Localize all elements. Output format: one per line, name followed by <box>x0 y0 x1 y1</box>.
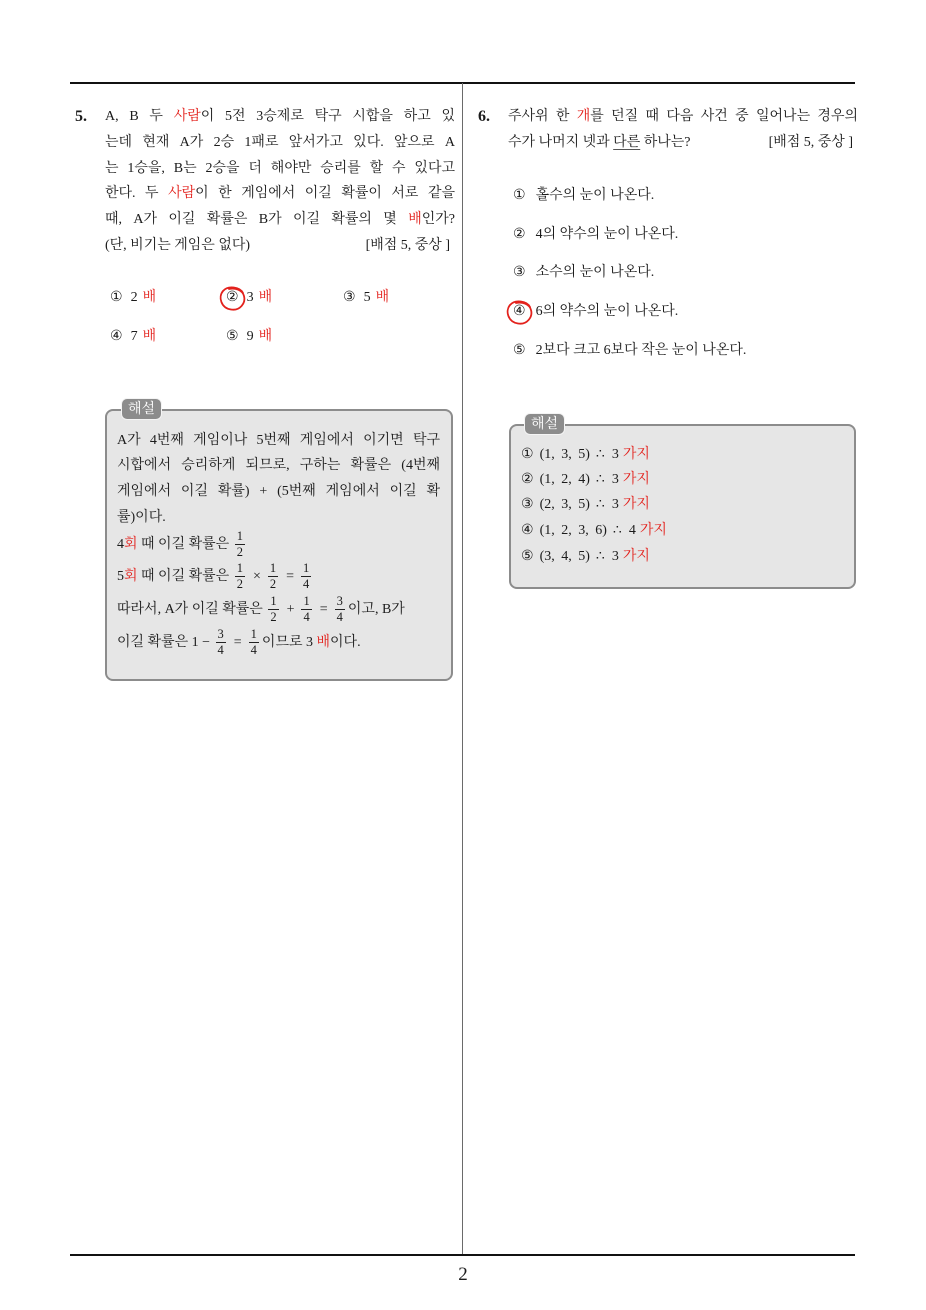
question-6-line-1 <box>508 105 858 129</box>
solution-text: 때 이길 확률은 <box>137 537 233 552</box>
fraction <box>301 595 311 624</box>
choice-unit: 배 <box>142 329 157 344</box>
choice-value: 5 <box>363 290 371 305</box>
denominator: 4 <box>250 643 257 658</box>
denominator: 2 <box>269 577 277 592</box>
choice-number: ② <box>513 227 526 242</box>
outcome-count: 3 <box>611 497 619 512</box>
choice-1 <box>513 184 654 208</box>
numerator: 1 <box>250 627 257 642</box>
numerator: 1 <box>270 594 277 609</box>
choice-3 <box>513 261 654 285</box>
solution-text: 이다. <box>330 635 361 650</box>
denominator: 2 <box>236 545 243 560</box>
therefore-symbol: ∴ <box>595 472 605 487</box>
solution-5-line-8 <box>117 627 361 659</box>
numerator: 3 <box>217 627 224 642</box>
question-6-line-2 <box>508 131 853 155</box>
choice-unit: 배 <box>375 290 390 305</box>
count-unit: 가지 <box>622 549 650 564</box>
solution-5-line-5 <box>117 529 248 561</box>
solution-6-item-4 <box>521 519 667 543</box>
outcome-set: (3, 4, 5) <box>539 549 590 564</box>
equals-operator: = <box>286 569 294 584</box>
count-unit: 가지 <box>622 497 650 512</box>
choice-number: ⑤ <box>513 343 526 358</box>
choice-number: ③ <box>343 290 356 305</box>
choice-text: 4의 약수의 눈이 나온다. <box>535 227 679 242</box>
denominator: 2 <box>270 610 277 625</box>
outcome-set: (2, 3, 5) <box>539 497 590 512</box>
numerator: 3 <box>336 594 343 609</box>
numerator: 1 <box>303 561 310 576</box>
choice-text: 2보다 크고 6보다 작은 눈이 나온다. <box>535 343 747 358</box>
question-text: A, B 두 <box>105 109 174 124</box>
choice-number: ① <box>110 290 123 305</box>
solution-5-line-3: 게임에서 이길 확률) + (5번째 게임에서 이길 확 <box>117 484 440 499</box>
choice-value: 3 <box>246 290 254 305</box>
solution-5-line-1: A가 4번째 게임이나 5번째 게임에서 이기면 탁구 <box>117 433 440 448</box>
choice-number: ④ <box>513 304 526 319</box>
outcome-set: (1, 2, 3, 6) <box>539 523 607 538</box>
therefore-symbol: ∴ <box>595 447 605 462</box>
choice-4 <box>110 325 156 349</box>
fraction <box>235 530 245 559</box>
choice-number: ④ <box>110 329 123 344</box>
item-number: ③ <box>521 497 534 512</box>
highlighted-word: 배 <box>408 212 422 227</box>
choice-number: ① <box>513 188 526 203</box>
equals-operator: = <box>319 602 328 617</box>
question-6-number: 6. <box>478 108 490 125</box>
solution-text: 이고, B가 <box>347 602 405 617</box>
solution-5-line-6 <box>117 561 314 593</box>
item-number: ⑤ <box>521 549 534 564</box>
choice-5 <box>513 339 746 363</box>
answer-unit: 배 <box>316 635 331 650</box>
outcome-set: (1, 3, 5) <box>539 447 590 462</box>
highlighted-word: 사람 <box>168 186 196 201</box>
outcome-set: (1, 2, 4) <box>539 472 590 487</box>
choice-1 <box>110 286 156 310</box>
question-text: 하나는? <box>640 135 691 150</box>
choice-unit: 배 <box>258 329 273 344</box>
therefore-symbol: ∴ <box>595 497 605 512</box>
numerator: 1 <box>236 561 243 576</box>
round-unit: 회 <box>124 537 138 552</box>
outcome-count: 4 <box>628 523 636 538</box>
question-5-line-6 <box>105 234 450 258</box>
solution-6-item-5 <box>521 545 650 569</box>
choice-unit: 배 <box>258 290 273 305</box>
fraction <box>249 628 259 657</box>
solution-6-item-2 <box>521 468 650 492</box>
item-number: ② <box>521 472 534 487</box>
question-5-line-4 <box>105 182 455 206</box>
page-number: 2 <box>458 1264 468 1285</box>
underlined-word: 다른 <box>613 135 641 150</box>
question-text-group <box>508 131 691 155</box>
choice-3 <box>343 286 389 310</box>
choice-value: 7 <box>130 329 138 344</box>
numerator: 1 <box>269 561 277 576</box>
round-number: 5 <box>117 569 124 584</box>
choice-value: 9 <box>246 329 254 344</box>
count-unit: 가지 <box>622 447 650 462</box>
solution-6-item-3 <box>521 493 650 517</box>
therefore-symbol: ∴ <box>612 523 622 538</box>
solution-text: 이길 확률은 1 − <box>117 635 214 650</box>
highlighted-word: 개 <box>576 109 591 124</box>
solution-text: 때 이길 확률은 <box>137 569 233 584</box>
question-text: 이 5전 3승제로 탁구 시합을 하고 있 <box>200 109 455 124</box>
solution-text: 이므로 3 <box>261 635 317 650</box>
denominator: 4 <box>336 610 343 625</box>
question-text: 한다. 두 <box>105 186 169 201</box>
choice-text: 소수의 눈이 나온다. <box>535 265 655 280</box>
equals-operator: = <box>233 635 242 650</box>
choice-number: ③ <box>513 265 526 280</box>
choice-4 <box>513 300 678 324</box>
question-5-number: 5. <box>75 108 87 125</box>
solution-5-line-7 <box>117 594 405 626</box>
round-number: 4 <box>117 537 124 552</box>
therefore-symbol: ∴ <box>595 549 605 564</box>
score-info: [배점 5, 중상 ] <box>365 238 450 253</box>
choice-text: 홀수의 눈이 나온다. <box>535 188 655 203</box>
solution-5-line-2: 시합에서 승리하게 되므로, 구하는 확률은 (4번째 <box>117 458 440 473</box>
item-number: ① <box>521 447 534 462</box>
question-note: (단, 비기는 게임은 없다) <box>105 238 251 253</box>
outcome-count: 3 <box>611 472 619 487</box>
question-text: 인가? <box>421 212 455 227</box>
plus-operator: + <box>286 602 295 617</box>
question-text: 를 던질 때 다음 사건 중 일어나는 경우의 <box>590 109 858 124</box>
choice-value: 2 <box>130 290 138 305</box>
answer-circle-mark <box>218 284 248 312</box>
footer-rule <box>70 1254 855 1256</box>
choice-number: ② <box>226 290 239 305</box>
outcome-count: 3 <box>611 447 619 462</box>
fraction <box>301 562 311 591</box>
question-text: 주사위 한 <box>508 109 577 124</box>
numerator: 1 <box>236 529 243 544</box>
numerator: 1 <box>303 594 310 609</box>
score-info: [배점 5, 중상 ] <box>768 135 853 150</box>
solution-6-label: 해설 <box>524 413 565 435</box>
question-5-line-1 <box>105 105 455 129</box>
denominator: 4 <box>303 577 310 592</box>
answer-circle-mark <box>505 298 535 326</box>
fraction <box>268 562 278 591</box>
solution-5-label: 해설 <box>121 398 162 420</box>
denominator: 4 <box>303 610 310 625</box>
question-text: 수가 나머지 넷과 <box>508 135 614 150</box>
question-5-line-5 <box>105 208 455 232</box>
choice-text: 6의 약수의 눈이 나온다. <box>535 304 679 319</box>
choice-unit: 배 <box>142 290 157 305</box>
denominator: 4 <box>217 643 224 658</box>
count-unit: 가지 <box>622 472 650 487</box>
highlighted-word: 사람 <box>173 109 201 124</box>
question-5-line-3: 는 1승을, B는 2승을 더 해야만 승리를 할 수 있다고 <box>105 161 455 176</box>
question-text: 때, A가 이길 확률은 B가 이길 확률의 몇 <box>105 212 409 227</box>
outcome-count: 3 <box>611 549 619 564</box>
solution-6-item-1 <box>521 443 650 467</box>
question-5-line-2: 는데 현재 A가 2승 1패로 앞서가고 있다. 앞으로 A <box>105 135 455 150</box>
solution-5-line-4: 률)이다. <box>117 510 166 525</box>
fraction <box>235 562 245 591</box>
fraction <box>335 595 345 624</box>
round-unit: 회 <box>124 569 138 584</box>
choice-number: ⑤ <box>226 329 239 344</box>
fraction <box>216 628 226 657</box>
fraction <box>268 595 278 624</box>
denominator: 2 <box>236 577 243 592</box>
item-number: ④ <box>521 523 534 538</box>
choice-2 <box>513 223 678 247</box>
choice-5 <box>226 325 272 349</box>
question-text: 이 한 게임에서 이길 확률이 서로 같을 <box>195 186 455 201</box>
count-unit: 가지 <box>639 523 667 538</box>
solution-text: 따라서, A가 이길 확률은 <box>117 602 267 617</box>
column-divider <box>462 83 463 1255</box>
times-operator: × <box>252 569 261 584</box>
